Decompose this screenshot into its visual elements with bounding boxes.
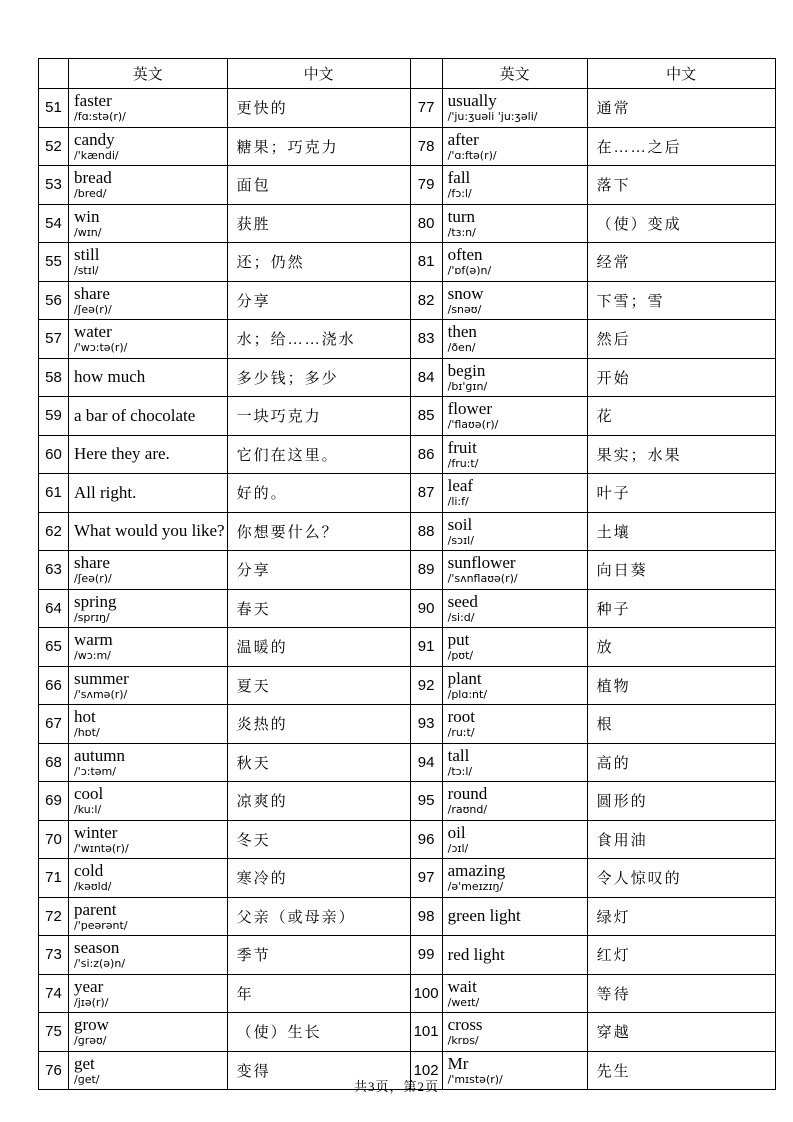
chinese-cell: 下雪；雪 xyxy=(587,281,775,320)
english-cell xyxy=(69,705,228,744)
english-word: leaf xyxy=(447,476,474,496)
chinese-cell: 季节 xyxy=(227,936,410,975)
chinese-cell: 冬天 xyxy=(227,820,410,859)
index-cell: 73 xyxy=(39,936,69,975)
chinese-cell: 多少钱；多少 xyxy=(227,358,410,397)
chinese-cell: 父亲（或母亲） xyxy=(227,897,410,936)
index-cell: 53 xyxy=(39,166,69,205)
index-cell: 101 xyxy=(410,1013,442,1052)
index-cell: 92 xyxy=(410,666,442,705)
index-cell: 100 xyxy=(410,974,442,1013)
index-cell: 83 xyxy=(410,320,442,359)
index-cell: 99 xyxy=(410,936,442,975)
index-cell: 96 xyxy=(410,820,442,859)
phonetic-transcription: /'ɔ:təm/ xyxy=(74,764,116,778)
header-num-left xyxy=(39,59,69,89)
english-cell xyxy=(69,358,228,397)
english-word: seed xyxy=(447,591,478,611)
chinese-cell: 向日葵 xyxy=(587,551,775,590)
index-cell: 74 xyxy=(39,974,69,1013)
phonetic-transcription: /wɪn/ xyxy=(74,225,102,239)
chinese-cell: 通常 xyxy=(587,89,775,128)
english-word: then xyxy=(447,322,477,342)
index-cell: 72 xyxy=(39,897,69,936)
table-row xyxy=(39,820,776,859)
chinese-cell: 还；仍然 xyxy=(227,243,410,282)
chinese-cell: 水；给……浇水 xyxy=(227,320,410,359)
phonetic-transcription: /si:d/ xyxy=(447,610,475,624)
table-row xyxy=(39,166,776,205)
english-cell xyxy=(442,320,587,359)
english-word: share xyxy=(74,283,110,303)
table-row xyxy=(39,281,776,320)
english-cell xyxy=(69,320,228,359)
english-word: grow xyxy=(74,1015,109,1035)
index-cell: 102 xyxy=(410,1051,442,1090)
chinese-cell: 寒冷的 xyxy=(227,859,410,898)
english-word: What would you like? xyxy=(74,521,225,541)
chinese-cell: 你想要什么？ xyxy=(227,512,410,551)
index-cell: 85 xyxy=(410,397,442,436)
index-cell: 84 xyxy=(410,358,442,397)
phonetic-transcription: /ə'meɪzɪŋ/ xyxy=(447,880,504,894)
english-word: Here they are. xyxy=(74,444,170,464)
chinese-cell: 穿越 xyxy=(587,1013,775,1052)
english-word: cold xyxy=(74,861,104,881)
chinese-cell: 根 xyxy=(587,705,775,744)
chinese-cell: 花 xyxy=(587,397,775,436)
chinese-cell: 先生 xyxy=(587,1051,775,1090)
english-word: usually xyxy=(447,91,497,111)
phonetic-transcription: /tɜ:n/ xyxy=(447,225,476,239)
table-row xyxy=(39,512,776,551)
english-cell xyxy=(442,204,587,243)
english-cell xyxy=(442,859,587,898)
chinese-cell: 在……之后 xyxy=(587,127,775,166)
phonetic-transcription: /jɪə(r)/ xyxy=(74,995,109,1009)
chinese-cell: 落下 xyxy=(587,166,775,205)
english-cell xyxy=(442,628,587,667)
phonetic-transcription: /fru:t/ xyxy=(447,456,479,470)
english-word: how much xyxy=(74,367,146,387)
english-word: get xyxy=(74,1053,95,1073)
index-cell: 88 xyxy=(410,512,442,551)
chinese-cell: 年 xyxy=(227,974,410,1013)
chinese-cell: 土壤 xyxy=(587,512,775,551)
english-cell xyxy=(442,166,587,205)
table-row xyxy=(39,666,776,705)
english-cell xyxy=(442,127,587,166)
index-cell: 89 xyxy=(410,551,442,590)
phonetic-transcription: /sprɪŋ/ xyxy=(74,610,110,624)
chinese-cell: 面包 xyxy=(227,166,410,205)
english-word: green light xyxy=(447,906,521,926)
chinese-cell: 开始 xyxy=(587,358,775,397)
chinese-cell: 圆形的 xyxy=(587,782,775,821)
chinese-cell: 绿灯 xyxy=(587,897,775,936)
index-cell: 56 xyxy=(39,281,69,320)
chinese-cell: 温暖的 xyxy=(227,628,410,667)
english-word: flower xyxy=(447,399,492,419)
english-word: wait xyxy=(447,976,477,996)
english-word: autumn xyxy=(74,745,125,765)
english-cell xyxy=(442,358,587,397)
phonetic-transcription: /'ɑ:ftə(r)/ xyxy=(447,148,497,162)
index-cell: 87 xyxy=(410,474,442,513)
english-cell xyxy=(69,512,228,551)
phonetic-transcription: /'peərənt/ xyxy=(74,918,128,932)
english-cell xyxy=(442,782,587,821)
english-word: turn xyxy=(447,206,475,226)
english-cell xyxy=(69,474,228,513)
index-cell: 91 xyxy=(410,628,442,667)
english-word: warm xyxy=(74,630,113,650)
header-chinese-right: 中文 xyxy=(587,59,775,89)
chinese-cell: 分享 xyxy=(227,281,410,320)
english-word: year xyxy=(74,976,104,996)
english-word: after xyxy=(447,129,479,149)
english-cell xyxy=(69,89,228,128)
english-word: faster xyxy=(74,91,112,111)
english-word: oil xyxy=(447,822,466,842)
chinese-cell: 夏天 xyxy=(227,666,410,705)
index-cell: 82 xyxy=(410,281,442,320)
phonetic-transcription: /'mɪstə(r)/ xyxy=(447,1072,503,1086)
index-cell: 77 xyxy=(410,89,442,128)
phonetic-transcription: /li:f/ xyxy=(447,495,469,509)
english-word: winter xyxy=(74,822,118,842)
english-word: put xyxy=(447,630,470,650)
phonetic-transcription: /ɡrəʊ/ xyxy=(74,1034,107,1048)
index-cell: 76 xyxy=(39,1051,69,1090)
index-cell: 75 xyxy=(39,1013,69,1052)
chinese-cell: 放 xyxy=(587,628,775,667)
english-word: fall xyxy=(447,168,471,188)
english-word: soil xyxy=(447,514,473,534)
index-cell: 62 xyxy=(39,512,69,551)
index-cell: 61 xyxy=(39,474,69,513)
chinese-cell: 种子 xyxy=(587,589,775,628)
table-row xyxy=(39,782,776,821)
chinese-cell: 变得 xyxy=(227,1051,410,1090)
english-cell xyxy=(69,127,228,166)
english-word: round xyxy=(447,784,488,804)
english-word: share xyxy=(74,553,110,573)
index-cell: 58 xyxy=(39,358,69,397)
english-word: snow xyxy=(447,283,484,303)
header-num-right xyxy=(410,59,442,89)
english-cell xyxy=(442,974,587,1013)
phonetic-transcription: /'ju:ʒuəli 'ju:ʒəli/ xyxy=(447,110,538,124)
english-cell xyxy=(69,628,228,667)
phonetic-transcription: /hɒt/ xyxy=(74,726,100,740)
chinese-cell: 一块巧克力 xyxy=(227,397,410,436)
phonetic-transcription: /fɔ:l/ xyxy=(447,187,472,201)
english-word: cross xyxy=(447,1015,483,1035)
english-word: parent xyxy=(74,899,117,919)
english-cell xyxy=(69,589,228,628)
english-cell xyxy=(69,666,228,705)
phonetic-transcription: /'ɒf(ə)n/ xyxy=(447,264,492,278)
chinese-cell: （使）变成 xyxy=(587,204,775,243)
index-cell: 66 xyxy=(39,666,69,705)
phonetic-transcription: /'sʌmə(r)/ xyxy=(74,687,128,701)
index-cell: 70 xyxy=(39,820,69,859)
index-cell: 60 xyxy=(39,435,69,474)
english-word: bread xyxy=(74,168,112,188)
index-cell: 64 xyxy=(39,589,69,628)
phonetic-transcription: /'wɔ:tə(r)/ xyxy=(74,341,128,355)
index-cell: 78 xyxy=(410,127,442,166)
table-row xyxy=(39,936,776,975)
english-word: plant xyxy=(447,668,482,688)
english-cell xyxy=(442,820,587,859)
index-cell: 55 xyxy=(39,243,69,282)
english-cell xyxy=(69,897,228,936)
chinese-cell: 获胜 xyxy=(227,204,410,243)
english-cell xyxy=(442,435,587,474)
chinese-cell: 它们在这里。 xyxy=(227,435,410,474)
english-word: amazing xyxy=(447,861,506,881)
english-cell xyxy=(69,974,228,1013)
header-english-right: 英文 xyxy=(442,59,587,89)
index-cell: 59 xyxy=(39,397,69,436)
chinese-cell: 更快的 xyxy=(227,89,410,128)
table-row xyxy=(39,897,776,936)
english-cell xyxy=(442,936,587,975)
phonetic-transcription: /weɪt/ xyxy=(447,995,480,1009)
english-word: root xyxy=(447,707,475,727)
english-cell xyxy=(69,397,228,436)
index-cell: 94 xyxy=(410,743,442,782)
index-cell: 80 xyxy=(410,204,442,243)
table-row xyxy=(39,89,776,128)
phonetic-transcription: /'kændi/ xyxy=(74,148,119,162)
english-word: win xyxy=(74,206,100,226)
english-word: still xyxy=(74,245,100,265)
chinese-cell: 炎热的 xyxy=(227,705,410,744)
table-row xyxy=(39,243,776,282)
english-word: cool xyxy=(74,784,104,804)
table-row xyxy=(39,204,776,243)
phonetic-transcription: /fɑ:stə(r)/ xyxy=(74,110,126,124)
english-word: All right. xyxy=(74,482,137,502)
index-cell: 93 xyxy=(410,705,442,744)
chinese-cell: 分享 xyxy=(227,551,410,590)
index-cell: 67 xyxy=(39,705,69,744)
chinese-cell: 等待 xyxy=(587,974,775,1013)
index-cell: 71 xyxy=(39,859,69,898)
english-cell xyxy=(69,936,228,975)
chinese-cell: 高的 xyxy=(587,743,775,782)
english-cell xyxy=(442,551,587,590)
english-cell xyxy=(442,474,587,513)
english-word: Mr xyxy=(447,1053,469,1073)
english-word: hot xyxy=(74,707,96,727)
phonetic-transcription: /pʊt/ xyxy=(447,649,474,663)
phonetic-transcription: /wɔ:m/ xyxy=(74,649,111,663)
english-cell xyxy=(69,281,228,320)
english-word: season xyxy=(74,938,120,958)
english-cell xyxy=(69,243,228,282)
chinese-cell: 凉爽的 xyxy=(227,782,410,821)
table-row xyxy=(39,397,776,436)
phonetic-transcription: /ʃeə(r)/ xyxy=(74,572,112,586)
table-row xyxy=(39,1013,776,1052)
index-cell: 63 xyxy=(39,551,69,590)
phonetic-transcription: /plɑ:nt/ xyxy=(447,687,488,701)
index-cell: 54 xyxy=(39,204,69,243)
phonetic-transcription: /ku:l/ xyxy=(74,803,102,817)
english-word: a bar of chocolate xyxy=(74,405,196,425)
english-word: often xyxy=(447,245,483,265)
chinese-cell: 红灯 xyxy=(587,936,775,975)
phonetic-transcription: /snəʊ/ xyxy=(447,302,482,316)
table-row xyxy=(39,628,776,667)
english-cell xyxy=(442,281,587,320)
page-footer: 共3页，第2页 xyxy=(353,1079,439,1094)
index-cell: 95 xyxy=(410,782,442,821)
index-cell: 51 xyxy=(39,89,69,128)
phonetic-transcription: /ɡet/ xyxy=(74,1072,100,1086)
english-word: sunflower xyxy=(447,553,516,573)
english-cell xyxy=(69,166,228,205)
index-cell: 52 xyxy=(39,127,69,166)
phonetic-transcription: /'wɪntə(r)/ xyxy=(74,841,129,855)
vocabulary-table xyxy=(38,58,776,1090)
index-cell: 81 xyxy=(410,243,442,282)
phonetic-transcription: /ðen/ xyxy=(447,341,476,355)
phonetic-transcription: /krɒs/ xyxy=(447,1034,479,1048)
chinese-cell: 春天 xyxy=(227,589,410,628)
english-cell xyxy=(69,743,228,782)
english-cell xyxy=(69,782,228,821)
index-cell: 79 xyxy=(410,166,442,205)
table-row xyxy=(39,474,776,513)
english-word: summer xyxy=(74,668,129,688)
chinese-cell: 植物 xyxy=(587,666,775,705)
phonetic-transcription: /bɪ'ɡɪn/ xyxy=(447,379,488,393)
english-cell xyxy=(69,435,228,474)
phonetic-transcription: /kəʊld/ xyxy=(74,880,112,894)
english-word: begin xyxy=(447,360,486,380)
index-cell: 98 xyxy=(410,897,442,936)
index-cell: 69 xyxy=(39,782,69,821)
table-row xyxy=(39,589,776,628)
chinese-cell: 叶子 xyxy=(587,474,775,513)
chinese-cell: （使）生长 xyxy=(227,1013,410,1052)
phonetic-transcription: /'sʌnflaʊə(r)/ xyxy=(447,572,518,586)
english-word: candy xyxy=(74,129,115,149)
phonetic-transcription: /raʊnd/ xyxy=(447,803,488,817)
english-word: fruit xyxy=(447,437,477,457)
chinese-cell: 果实；水果 xyxy=(587,435,775,474)
chinese-cell: 经常 xyxy=(587,243,775,282)
english-cell xyxy=(69,204,228,243)
english-cell xyxy=(442,743,587,782)
phonetic-transcription: /ʃeə(r)/ xyxy=(74,302,112,316)
table-row xyxy=(39,320,776,359)
index-cell: 65 xyxy=(39,628,69,667)
phonetic-transcription: /tɔ:l/ xyxy=(447,764,473,778)
index-cell: 97 xyxy=(410,859,442,898)
english-word: spring xyxy=(74,591,117,611)
phonetic-transcription: /ɔɪl/ xyxy=(447,841,469,855)
chinese-cell: 食用油 xyxy=(587,820,775,859)
english-cell xyxy=(442,243,587,282)
header-english-left: 英文 xyxy=(69,59,228,89)
phonetic-transcription: /bred/ xyxy=(74,187,107,201)
english-cell xyxy=(442,666,587,705)
chinese-cell: 然后 xyxy=(587,320,775,359)
table-row xyxy=(39,551,776,590)
phonetic-transcription: /sɔɪl/ xyxy=(447,533,474,547)
table-row xyxy=(39,974,776,1013)
english-word: tall xyxy=(447,745,470,765)
english-word: red light xyxy=(447,944,505,964)
phonetic-transcription: /'flaʊə(r)/ xyxy=(447,418,499,432)
english-cell xyxy=(442,897,587,936)
english-cell xyxy=(442,589,587,628)
english-cell xyxy=(442,397,587,436)
chinese-cell: 糖果；巧克力 xyxy=(227,127,410,166)
index-cell: 86 xyxy=(410,435,442,474)
index-cell: 68 xyxy=(39,743,69,782)
english-cell xyxy=(442,89,587,128)
index-cell: 57 xyxy=(39,320,69,359)
chinese-cell: 令人惊叹的 xyxy=(587,859,775,898)
english-cell xyxy=(69,551,228,590)
chinese-cell: 秋天 xyxy=(227,743,410,782)
chinese-cell: 好的。 xyxy=(227,474,410,513)
table-row xyxy=(39,743,776,782)
table-row xyxy=(39,705,776,744)
header-chinese-left: 中文 xyxy=(227,59,410,89)
header-row xyxy=(39,59,776,89)
table-row xyxy=(39,358,776,397)
phonetic-transcription: /stɪl/ xyxy=(74,264,99,278)
english-cell xyxy=(69,859,228,898)
english-cell xyxy=(442,705,587,744)
english-cell xyxy=(442,1013,587,1052)
phonetic-transcription: /'si:z(ə)n/ xyxy=(74,957,126,971)
index-cell: 90 xyxy=(410,589,442,628)
table-row xyxy=(39,435,776,474)
english-cell xyxy=(442,512,587,551)
english-cell xyxy=(69,820,228,859)
phonetic-transcription: /ru:t/ xyxy=(447,726,475,740)
english-cell xyxy=(69,1013,228,1052)
english-word: water xyxy=(74,322,112,342)
table-row xyxy=(39,127,776,166)
table-row xyxy=(39,859,776,898)
